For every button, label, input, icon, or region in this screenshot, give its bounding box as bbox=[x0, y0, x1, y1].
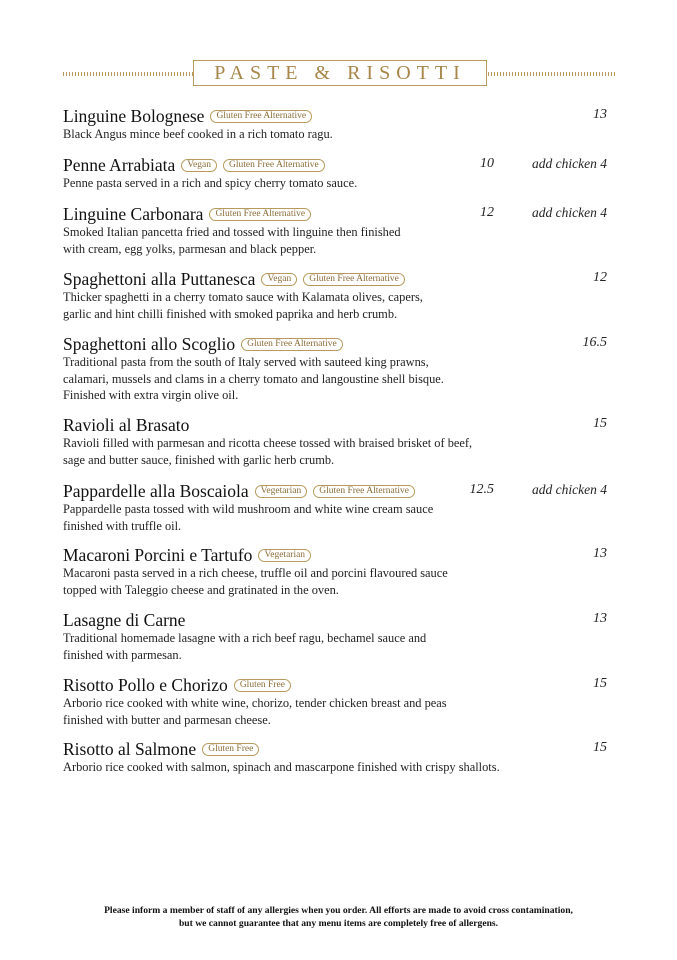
dietary-badge: Vegetarian bbox=[258, 549, 311, 562]
menu-item-price: 13 bbox=[593, 546, 607, 561]
decorative-rule-left bbox=[63, 72, 193, 76]
menu-item-addon: add chicken 4 bbox=[532, 482, 607, 497]
description-line: finished with parmesan. bbox=[63, 647, 182, 662]
description-line: topped with Taleggio cheese and gratinated in the oven. bbox=[63, 582, 339, 597]
menu-item-header bbox=[63, 155, 615, 175]
menu-item bbox=[63, 269, 615, 322]
menu-item-name: Macaroni Porcini e Tartufo bbox=[63, 544, 253, 565]
menu-item-header bbox=[63, 545, 615, 565]
dietary-badge: Gluten Free bbox=[234, 679, 291, 692]
menu-item-header bbox=[63, 204, 615, 224]
description-line: Ravioli filled with parmesan and ricotta cheese tossed with braised brisket of beef, bbox=[63, 436, 473, 450]
menu-item-price: 15 bbox=[593, 416, 607, 431]
description-line: Arborio rice cooked with white wine, chorizo, tender chicken breast and peas bbox=[63, 696, 447, 710]
menu-item-header bbox=[63, 610, 615, 630]
menu-item-description bbox=[63, 565, 563, 598]
description-line: finished with butter and parmesan cheese. bbox=[63, 712, 271, 727]
menu-item bbox=[63, 334, 615, 404]
section-title: PASTE & RISOTTI bbox=[193, 60, 487, 86]
description-line: garlic and hint chilli finished with smoked paprika and herb crumb. bbox=[63, 306, 398, 321]
menu-item bbox=[63, 739, 615, 776]
dietary-badge: Gluten Free Alternative bbox=[313, 485, 415, 498]
menu-item-price: 12.5 bbox=[469, 482, 494, 497]
description-line: Black Angus mince beef cooked in a rich tomato ragu. bbox=[63, 127, 333, 141]
menu-item-header bbox=[63, 269, 615, 289]
menu-item-header bbox=[63, 739, 615, 759]
menu-item bbox=[63, 155, 615, 192]
dietary-badge: Gluten Free Alternative bbox=[303, 273, 405, 286]
menu-item-description bbox=[63, 289, 563, 322]
menu-item-description bbox=[63, 354, 563, 404]
menu-item-name: Spaghettoni allo Scoglio bbox=[63, 333, 236, 354]
dietary-badge: Vegan bbox=[181, 159, 217, 172]
dietary-badge: Gluten Free bbox=[202, 743, 259, 756]
dietary-badge: Vegetarian bbox=[255, 485, 308, 498]
menu-item-description bbox=[63, 126, 563, 143]
decorative-rule-right bbox=[488, 72, 615, 76]
menu-item-description bbox=[63, 435, 563, 468]
description-line: Macaroni pasta served in a rich cheese, truffle oil and porcini flavoured sauce bbox=[63, 566, 448, 580]
dietary-badge: Gluten Free Alternative bbox=[210, 110, 312, 123]
menu-item-price: 12 bbox=[480, 205, 494, 220]
allergy-notice-line: Please inform a member of staff of any allergies when you order. All efforts are made to avoid cross contamination, bbox=[104, 905, 573, 916]
menu-item-header bbox=[63, 334, 615, 354]
menu-item-name: Ravioli al Brasato bbox=[63, 414, 190, 435]
section-header bbox=[63, 60, 615, 88]
menu-item-description bbox=[63, 175, 563, 192]
menu-item-name: Risotto Pollo e Chorizo bbox=[63, 674, 228, 695]
menu-item-description bbox=[63, 224, 563, 257]
menu-item-addon: add chicken 4 bbox=[532, 205, 607, 220]
dietary-badge: Vegan bbox=[261, 273, 297, 286]
menu-item-price: 13 bbox=[593, 107, 607, 122]
description-line: finished with truffle oil. bbox=[63, 518, 182, 533]
menu-item-addon: add chicken 4 bbox=[532, 156, 607, 171]
menu-item-description bbox=[63, 630, 563, 663]
menu-item-description bbox=[63, 695, 563, 728]
dietary-badge: Gluten Free Alternative bbox=[209, 208, 311, 221]
description-line: sage and butter sauce, finished with garlic herb crumb. bbox=[63, 452, 335, 467]
allergy-notice-line: but we cannot guarantee that any menu items are completely free of allergens. bbox=[178, 917, 499, 929]
menu-item-price: 15 bbox=[593, 676, 607, 691]
menu-item bbox=[63, 415, 615, 468]
description-line: Thicker spaghetti in a cherry tomato sauce with Kalamata olives, capers, bbox=[63, 290, 423, 304]
description-line: Traditional pasta from the south of Italy served with sauteed king prawns, bbox=[63, 355, 429, 369]
menu-item bbox=[63, 545, 615, 598]
menu-item-price: 16.5 bbox=[582, 335, 607, 350]
menu-item bbox=[63, 610, 615, 663]
dietary-badge: Gluten Free Alternative bbox=[223, 159, 325, 172]
menu-item bbox=[63, 481, 615, 534]
menu-item-price: 15 bbox=[593, 740, 607, 755]
menu-item-name: Spaghettoni alla Puttanesca bbox=[63, 268, 256, 289]
description-line: Arborio rice cooked with salmon, spinach and mascarpone finished with crispy shallots. bbox=[63, 760, 500, 774]
menu-item-header bbox=[63, 481, 615, 501]
description-line: calamari, mussels and clams in a cherry tomato and langoustine shell bisque. bbox=[63, 371, 444, 386]
menu-item-description bbox=[63, 501, 563, 534]
menu-item-price: 13 bbox=[593, 611, 607, 626]
description-line: Penne pasta served in a rich and spicy cherry tomato sauce. bbox=[63, 176, 358, 190]
description-line: Smoked Italian pancetta fried and tossed with linguine then finished bbox=[63, 225, 401, 239]
description-line: Pappardelle pasta tossed with wild mushroom and white wine cream sauce bbox=[63, 502, 434, 516]
dietary-badge: Gluten Free Alternative bbox=[241, 338, 343, 351]
menu-item-header bbox=[63, 106, 615, 126]
menu-item-name: Pappardelle alla Boscaiola bbox=[63, 480, 249, 501]
menu-item bbox=[63, 675, 615, 728]
menu-item-name: Lasagne di Carne bbox=[63, 609, 186, 630]
menu-item-description bbox=[63, 759, 563, 776]
menu-item bbox=[63, 204, 615, 257]
menu-item-header bbox=[63, 675, 615, 695]
menu-item-header bbox=[63, 415, 615, 435]
menu-item-name: Linguine Bolognese bbox=[63, 105, 205, 126]
allergy-notice bbox=[0, 905, 677, 930]
description-line: Traditional homemade lasagne with a rich beef ragu, bechamel sauce and bbox=[63, 631, 427, 645]
menu-item-name: Penne Arrabiata bbox=[63, 154, 176, 175]
description-line: with cream, egg yolks, parmesan and black pepper. bbox=[63, 241, 317, 256]
menu-item-price: 12 bbox=[593, 270, 607, 285]
menu-item-name: Linguine Carbonara bbox=[63, 203, 204, 224]
description-line: Finished with extra virgin olive oil. bbox=[63, 388, 239, 402]
menu-item-price: 10 bbox=[480, 156, 494, 171]
menu-item-name: Risotto al Salmone bbox=[63, 738, 197, 759]
menu-item bbox=[63, 106, 615, 143]
